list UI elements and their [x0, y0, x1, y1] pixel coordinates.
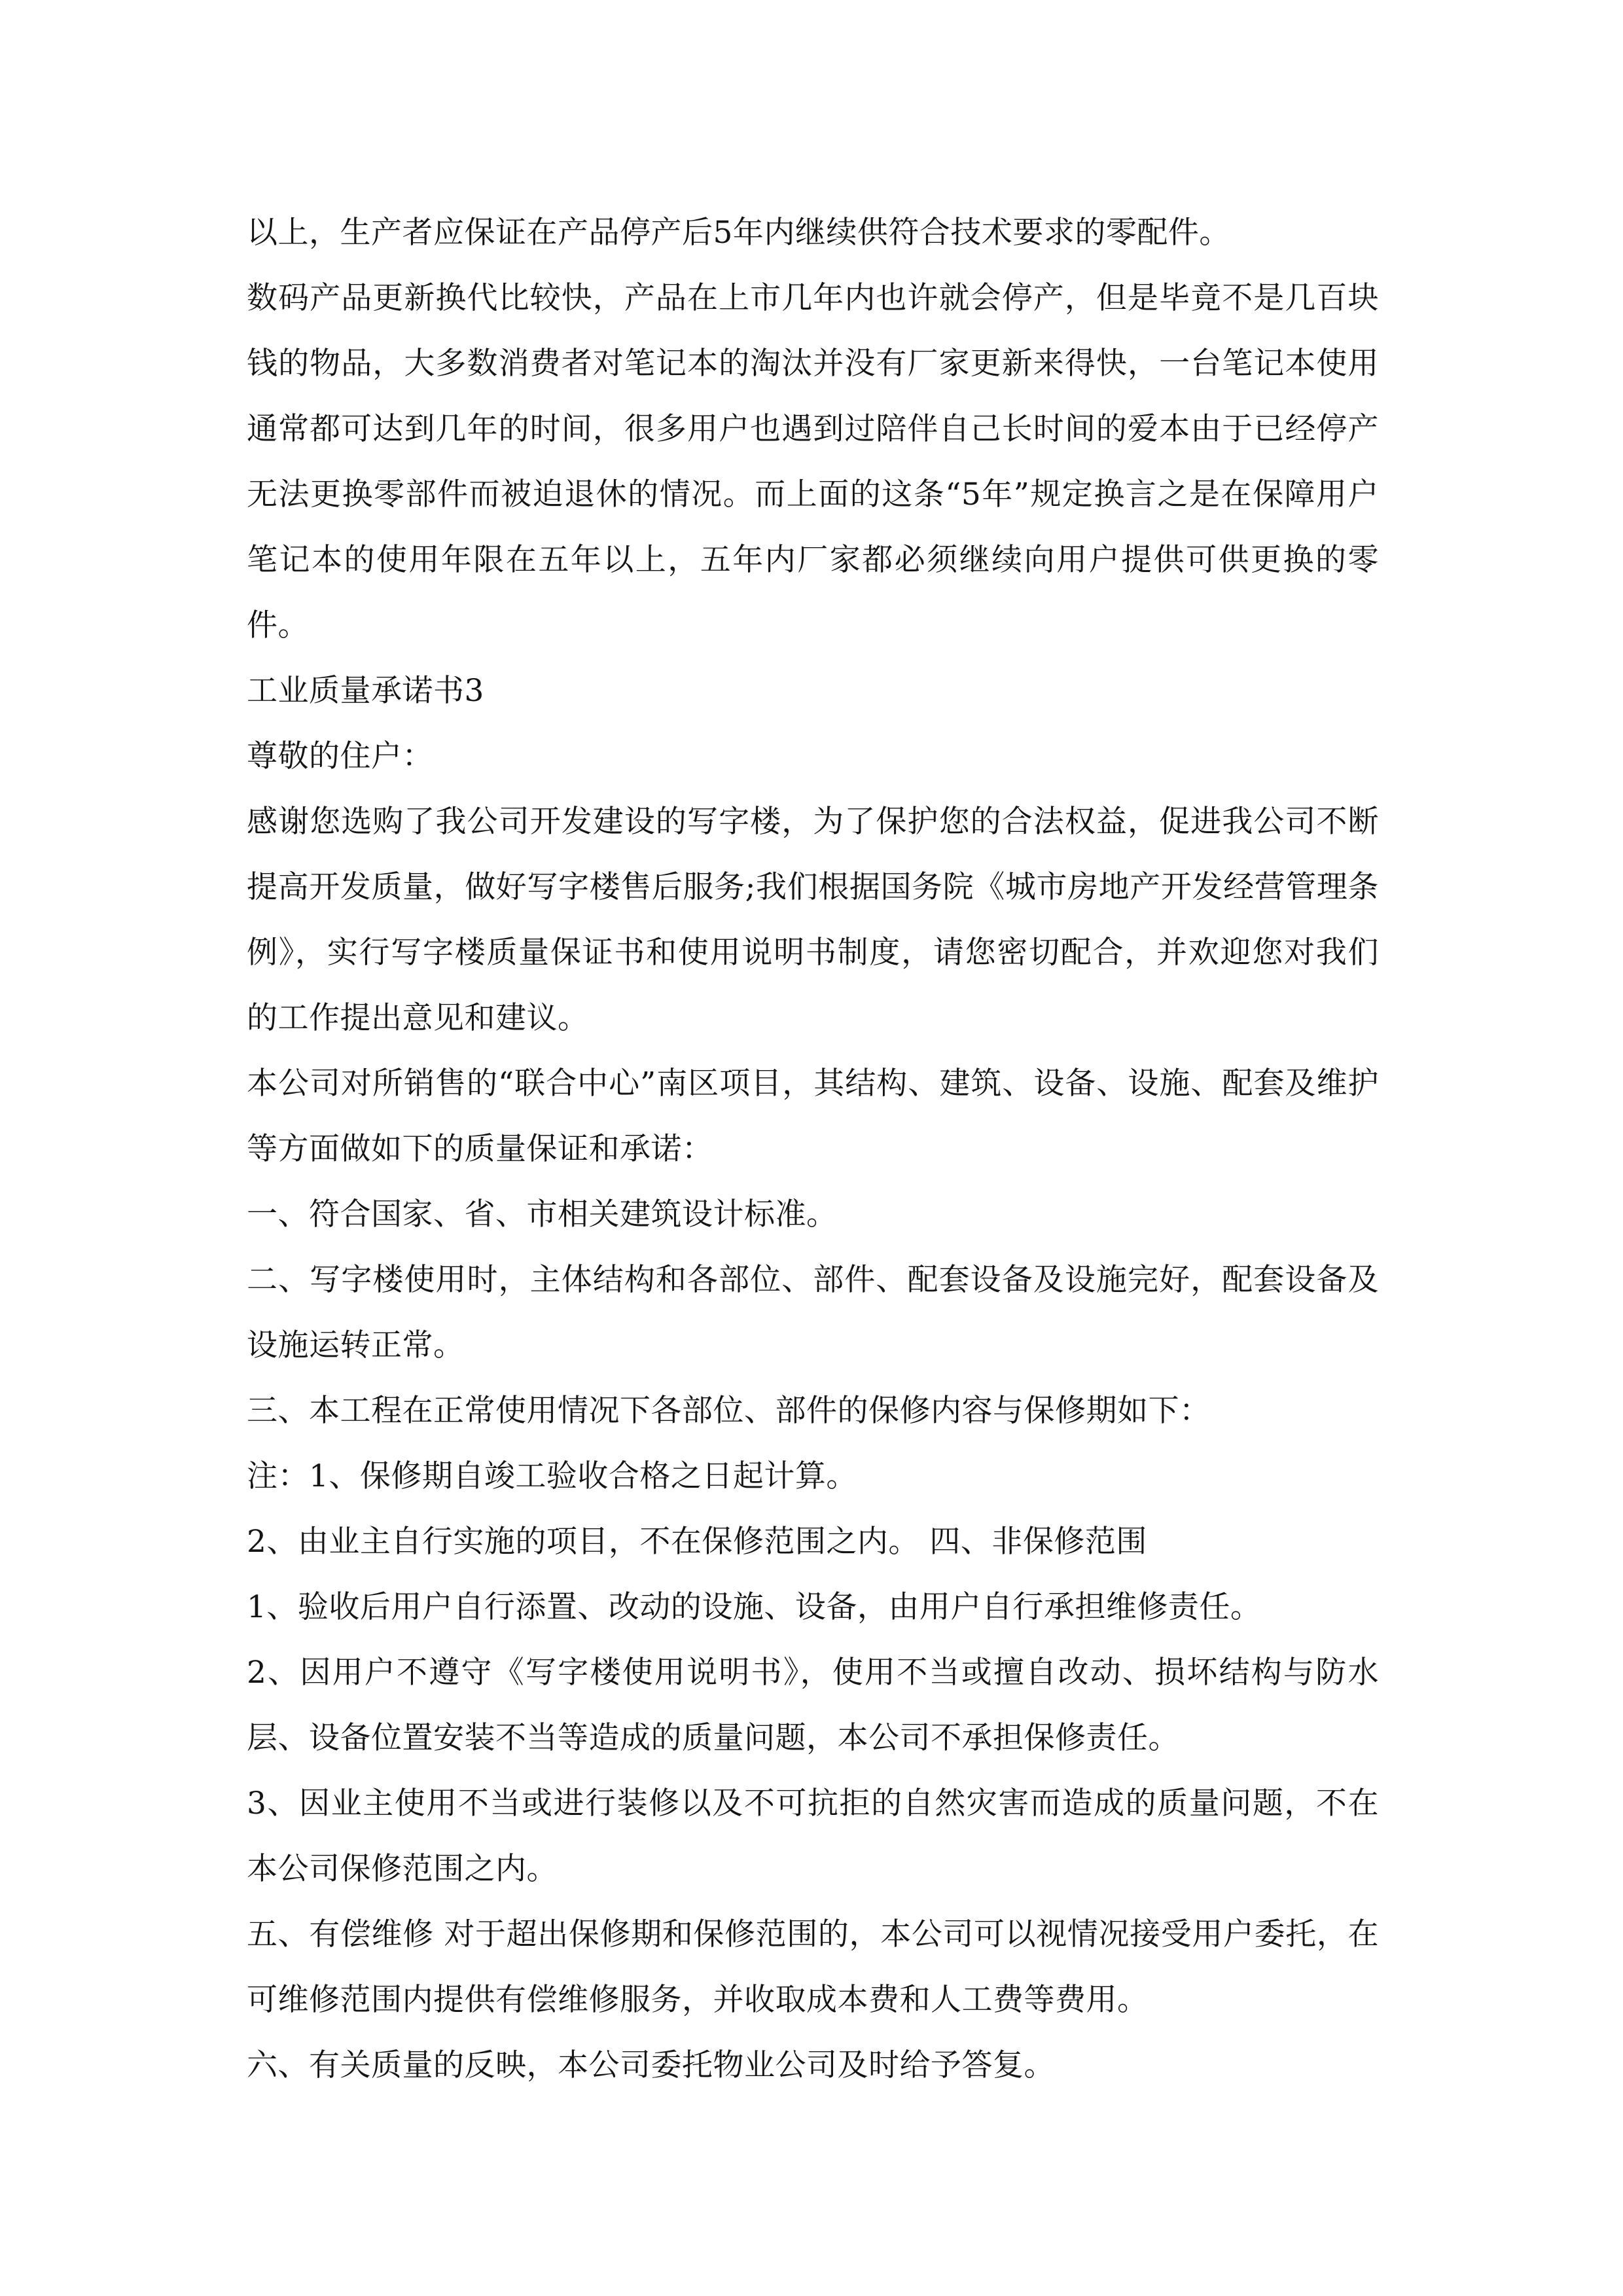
exclusion-3: 3、因业主使用不当或进行装修以及不可抗拒的自然灾害而造成的质量问题，不在本公司保修范围之内。	[247, 1785, 1379, 1887]
clause-6-feedback: 六、有关质量的反映，本公司委托物业公司及时给予答复。	[247, 2047, 1055, 2083]
salutation: 尊敬的住户：	[247, 738, 433, 774]
note-1: 注：1、保修期自竣工验收合格之日起计算。	[247, 1458, 857, 1494]
clause-5-paid-repair: 五、有偿维修 对于超出保修期和保修范围的，本公司可以视情况接受用户委托，在可维修范围内提供有偿维修服务，并收取成本费和人工费等费用。	[247, 1916, 1379, 2018]
section-title: 工业质量承诺书3	[247, 673, 484, 709]
exclusion-1: 1、验收后用户自行添置、改动的设施、设备，由用户自行承担维修责任。	[247, 1589, 1262, 1625]
clause-1: 一、符合国家、省、市相关建筑设计标准。	[247, 1196, 838, 1232]
clause-2: 二、写字楼使用时，主体结构和各部位、部件、配套设备及设施完好，配套设备及设施运转正常。	[247, 1262, 1379, 1363]
document-body	[247, 200, 1379, 2098]
note-2: 2、由业主自行实施的项目，不在保修范围之内。 四、非保修范围	[247, 1524, 1147, 1560]
paragraph-commitment: 本公司对所销售的“联合中心”南区项目，其结构、建筑、设备、设施、配套及维护等方面做如下的质量保证和承诺：	[247, 1066, 1379, 1167]
clause-3: 三、本工程在正常使用情况下各部位、部件的保修内容与保修期如下：	[247, 1393, 1211, 1429]
exclusion-2: 2、因用户不遵守《写字楼使用说明书》，使用不当或擅自改动、损坏结构与防水层、设备位置安装不当等造成的质量问题，本公司不承担保修责任。	[247, 1655, 1379, 1756]
paragraph-digital-products: 数码产品更新换代比较快，产品在上市几年内也许就会停产，但是毕竟不是几百块钱的物品，大多数消费者对笔记本的淘汰并没有厂家更新来得快，一台笔记本使用通常都可达到几年的时间，很多用户也遇到过陪伴自己长时间的爱本由于已经停产无法更换零部件而被迫退休的情况。而上面的这条“5年”规定换言之是在保障用户笔记本的使用年限在五年以上，五年内厂家都必须继续向用户提供可供更换的零件。	[247, 280, 1379, 643]
paragraph-spare-parts-guarantee: 以上，生产者应保证在产品停产后5年内继续供符合技术要求的零配件。	[247, 215, 1230, 251]
paragraph-intro: 感谢您选购了我公司开发建设的写字楼，为了保护您的合法权益，促进我公司不断提高开发质量，做好写字楼售后服务;我们根据国务院《城市房地产开发经营管理条例》，实行写字楼质量保证书和使用说明书制度，请您密切配合，并欢迎您对我们的工作提出意见和建议。	[247, 804, 1379, 1036]
